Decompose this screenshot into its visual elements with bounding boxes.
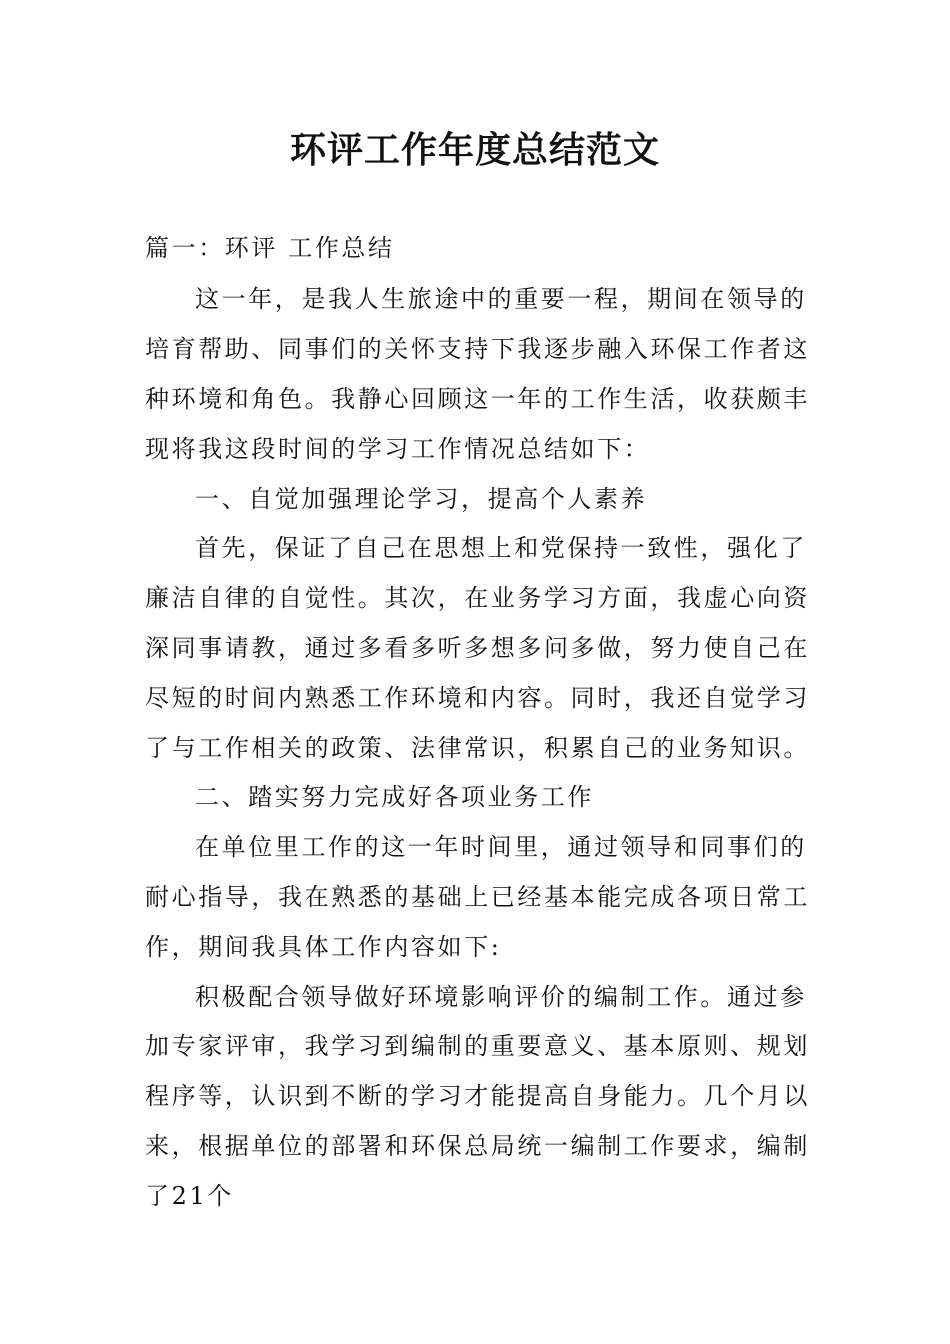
paragraph-line: 深同事请教，通过多看多听多想多问多做，努力使自己在	[145, 634, 810, 662]
paragraph-line: 积极配合领导做好环境影响评价的编制工作。通过参	[195, 983, 807, 1011]
paragraph-line: 廉洁自律的自觉性。其次，在业务学习方面，我虚心向资	[145, 584, 810, 612]
paragraph-line: 这一年，是我人生旅途中的重要一程，期间在领导的	[195, 285, 807, 313]
document-title: 环评工作年度总结范文	[289, 130, 660, 171]
paragraph-line: 首先，保证了自己在思想上和党保持一致性，强化了	[195, 534, 807, 562]
paragraph-line: 现将我这段时间的学习工作情况总结如下：	[145, 435, 651, 463]
paragraph-line: 程序等，认识到不断的学习才能提高自身能力。几个月以	[145, 1082, 810, 1110]
paragraph-line: 加专家评审，我学习到编制的重要意义、基本原则、规划	[145, 1032, 810, 1060]
paragraph-line: 耐心指导，我在熟悉的基础上已经基本能完成各项日常工	[145, 883, 810, 911]
paragraph-line: 了21个	[145, 1182, 234, 1210]
paragraph-line: 培育帮助、同事们的关怀支持下我逐步融入环保工作者这	[145, 335, 810, 363]
paragraph-line: 在单位里工作的这一年时间里，通过领导和同事们的	[195, 833, 807, 861]
section-heading: 篇一：环评 工作总结	[145, 234, 395, 262]
paragraph-line: 来，根据单位的部署和环保总局统一编制工作要求，编制	[145, 1132, 810, 1160]
subsection-heading: 二、踏实努力完成好各项业务工作	[195, 783, 594, 811]
paragraph-line: 尽短的时间内熟悉工作环境和内容。同时，我还自觉学习	[145, 684, 810, 712]
paragraph-line: 了与工作相关的政策、法律常识，积累自己的业务知识。	[145, 734, 810, 762]
paragraph-line: 种环境和角色。我静心回顾这一年的工作生活，收获颇丰	[145, 385, 810, 413]
paragraph-line: 作，期间我具体工作内容如下:	[145, 933, 502, 961]
subsection-heading: 一、自觉加强理论学习，提高个人素养	[195, 485, 648, 513]
